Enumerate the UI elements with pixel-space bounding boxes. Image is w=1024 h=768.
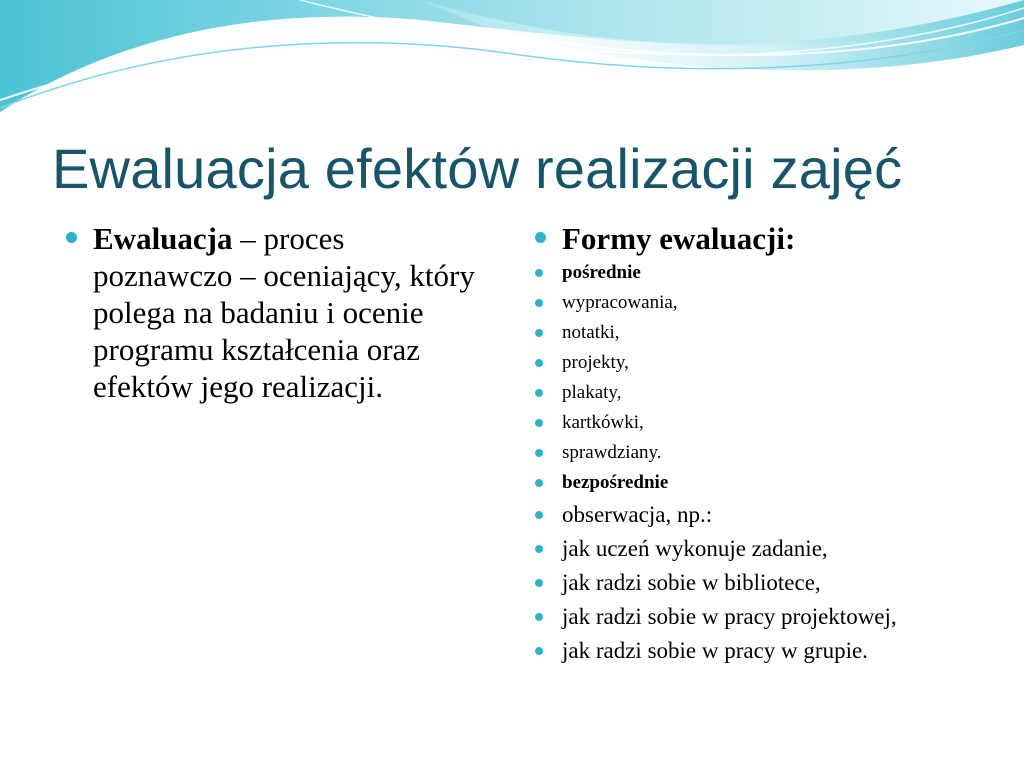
list-item-text: jak uczeń wykonuje zadanie, (562, 536, 828, 561)
bullet-dot-icon (535, 329, 543, 337)
slide-title: Ewaluacja efektów realizacji zajęć (52, 137, 903, 200)
list-item (534, 566, 1004, 600)
list-item-text: jak radzi sobie w pracy w grupie. (562, 638, 868, 663)
bullet-dot-icon (535, 511, 543, 519)
right-column (534, 220, 1004, 668)
list-item-text: plakaty, (562, 382, 622, 403)
list-item (534, 318, 1004, 348)
bullet-dot-icon (535, 647, 543, 655)
bullet-dot-icon (535, 419, 543, 427)
bullet-dot-icon (535, 359, 543, 367)
bullet-dot-icon (535, 479, 543, 487)
definition-text: – proces poznawczo – oceniający, który polega na badaniu i ocenie programu kształcenia oraz efektów jego realizacji. (93, 221, 475, 404)
list-item-text: kartkówki, (562, 412, 644, 433)
list-item (534, 498, 1004, 532)
list-item-text: pośrednie (562, 262, 641, 283)
bullet-dot-icon (535, 579, 543, 587)
bullet-dot-icon (535, 545, 543, 553)
bullet-dot-icon (535, 269, 543, 277)
list-item-text: notatki, (562, 322, 620, 343)
bullet-dot-icon (535, 449, 543, 457)
header-wave-decoration (0, 0, 1024, 120)
list-item (534, 468, 1004, 498)
list-item (534, 634, 1004, 668)
definition-item (66, 220, 486, 405)
list-item-text: obserwacja, np.: (562, 502, 713, 527)
list-item (534, 348, 1004, 378)
list-item-text: jak radzi sobie w bibliotece, (562, 570, 821, 595)
definition-term: Ewaluacja (93, 221, 233, 256)
bullet-dot-icon (535, 299, 543, 307)
bullet-dot-icon (535, 389, 543, 397)
list-item-text: sprawdziany. (562, 442, 662, 463)
forms-heading-text: Formy ewaluacji: (562, 221, 796, 256)
list-item-text: bezpośrednie (562, 472, 669, 493)
list-item (534, 408, 1004, 438)
list-item (534, 600, 1004, 634)
list-item (534, 378, 1004, 408)
list-item-text: jak radzi sobie w pracy projektowej, (562, 604, 897, 629)
list-item (534, 438, 1004, 468)
list-item (534, 532, 1004, 566)
left-column (66, 220, 486, 405)
forms-heading (534, 220, 1004, 257)
bullet-dot-icon (535, 613, 543, 621)
list-item (534, 288, 1004, 318)
bullet-dot-icon (535, 232, 546, 243)
list-item (534, 258, 1004, 288)
list-item-text: wypracowania, (562, 292, 678, 313)
list-item-text: projekty, (562, 352, 629, 373)
bullet-dot-icon (66, 232, 77, 243)
